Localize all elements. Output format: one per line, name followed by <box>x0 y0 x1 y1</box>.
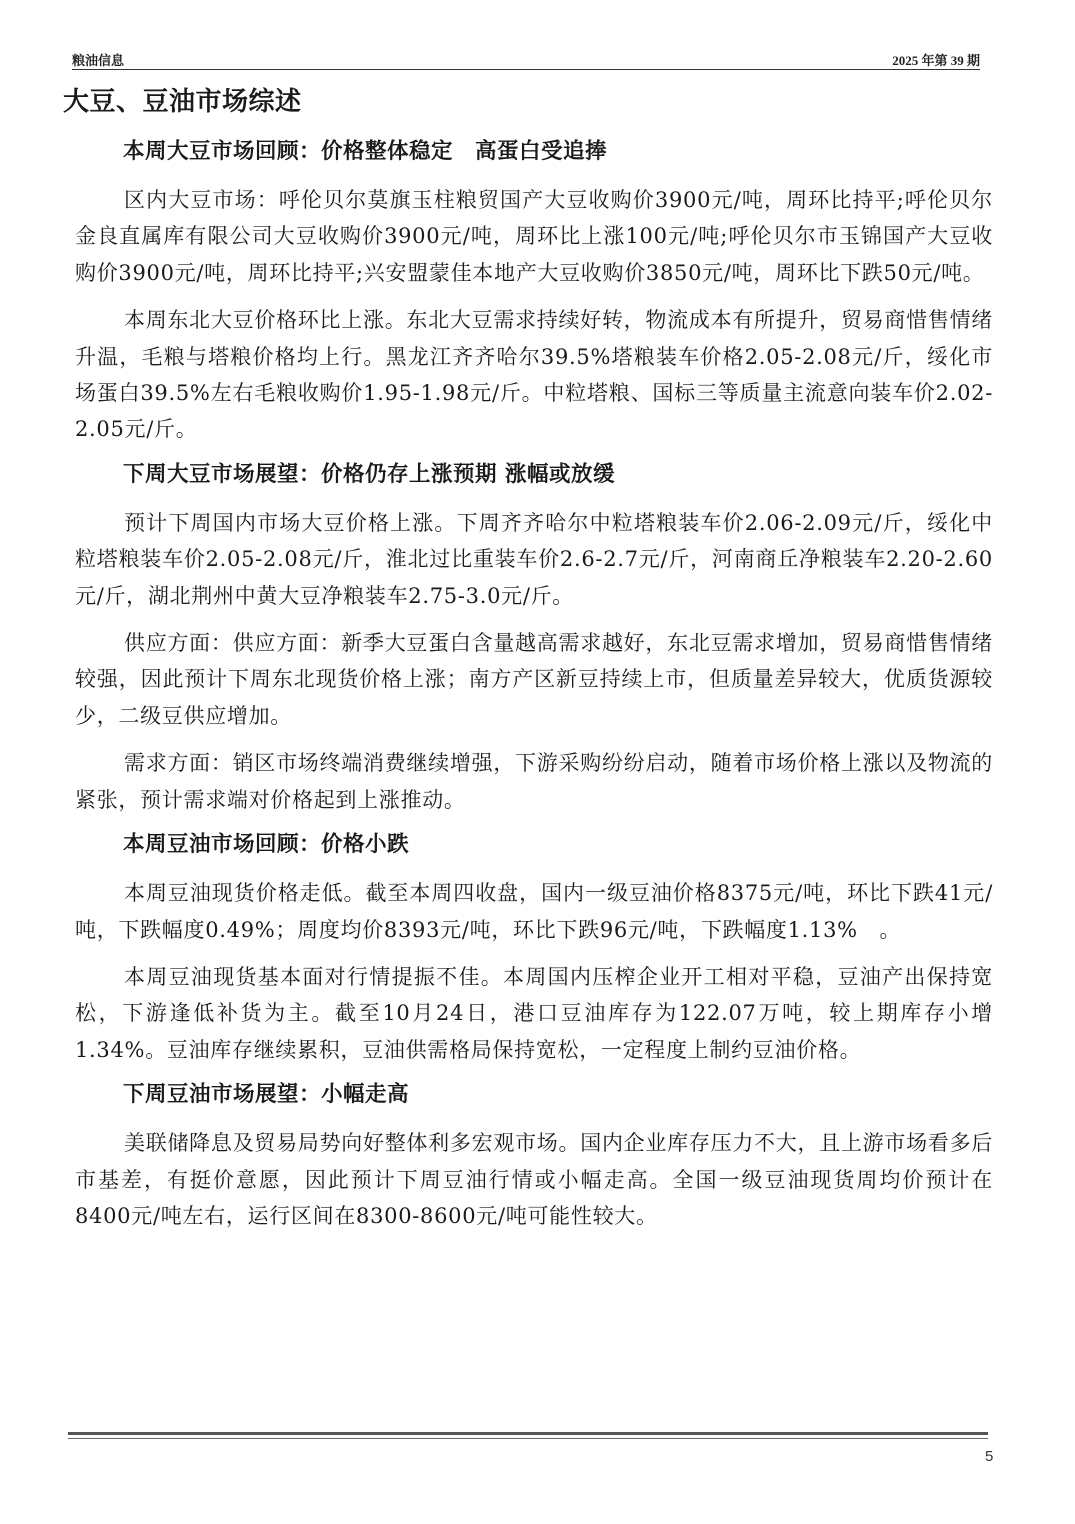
paragraph: 本周豆油现货基本面对行情提振不佳。本周国内压榨企业开工相对平稳，豆油产出保持宽松，下游逢低补货为主。截至10月24日，港口豆油库存为122.07万吨，较上期库存小增1.34%。豆油库存继续累积，豆油供需格局保持宽松，一定程度上制约豆油价格。 <box>75 964 993 1062</box>
subhead-soyoil-review: 本周豆油市场回顾：价格小跌 <box>123 832 410 858</box>
section-title: 大豆、豆油市场综述 <box>63 87 302 117</box>
paragraph: 需求方面：销区市场终端消费继续增强，下游采购纷纷启动，随着市场价格上涨以及物流的紧张，预计需求端对价格起到上涨推动。 <box>75 751 993 812</box>
paragraph: 区内大豆市场：呼伦贝尔莫旗玉柱粮贸国产大豆收购价3900元/吨，周环比持平;呼伦贝尔金良直属库有限公司大豆收购价3900元/吨，周环比上涨100元/吨;呼伦贝尔市玉锦国产大豆收购价3900元/吨，周环比持平;兴安盟蒙佳本地产大豆收购价3850元/吨，周环比下跌50元/吨。 <box>75 188 993 285</box>
paragraph: 本周东北大豆价格环比上涨。东北大豆需求持续好转，物流成本有所提升，贸易商惜售情绪升温，毛粮与塔粮价格均上行。黑龙江齐齐哈尔39.5%塔粮装车价格2.05-2.08元/斤，绥化市场蛋白39.5%左右毛粮收购价1.95-1.98元/斤。中粒塔粮、国标三等质量主流意向装车价2.02-2.05元/斤。 <box>75 308 993 442</box>
paragraph: 预计下周国内市场大豆价格上涨。下周齐齐哈尔中粒塔粮装车价2.06-2.09元/斤，绥化中粒塔粮装车价2.05-2.08元/斤，淮北过比重装车价2.6-2.7元/斤，河南商丘净粮装车2.20-2.60元/斤，湖北荆州中黄大豆净粮装车2.75-3.0元/斤。 <box>75 510 993 608</box>
header-divider <box>72 69 980 70</box>
paragraph: 本周豆油现货价格走低。截至本周四收盘，国内一级豆油价格8375元/吨，环比下跌41元/吨，下跌幅度0.49%；周度均价8393元/吨，环比下跌96元/吨，下跌幅度1.13% 。 <box>75 881 993 942</box>
subhead-soyoil-outlook: 下周豆油市场展望：小幅走高 <box>123 1082 410 1108</box>
paragraph: 美联储降息及贸易局势向好整体利多宏观市场。国内企业库存压力不大，且上游市场看多后市基差，有挺价意愿，因此预计下周豆油行情或小幅走高。全国一级豆油现货周均价预计在8400元/吨左右，运行区间在8300-8600元/吨可能性较大。 <box>75 1131 993 1228</box>
page-number: 5 <box>985 1448 994 1465</box>
footer-divider-thin <box>68 1438 988 1439</box>
paragraph: 供应方面：供应方面：新季大豆蛋白含量越高需求越好，东北豆需求增加，贸易商惜售情绪较强，因此预计下周东北现货价格上涨；南方产区新豆持续上市，但质量差异较大，优质货源较少，二级豆供应增加。 <box>75 631 993 728</box>
subhead-soybean-outlook: 下周大豆市场展望：价格仍存上涨预期 涨幅或放缓 <box>123 461 615 487</box>
footer-divider-thick <box>68 1432 988 1435</box>
article-body <box>63 84 993 1245</box>
subhead-soybean-review: 本周大豆市场回顾：价格整体稳定 高蛋白受追捧 <box>123 139 608 164</box>
page-header <box>72 50 980 68</box>
issue-number: 2025 年第 39 期 <box>892 53 980 68</box>
publication-name: 粮油信息 <box>72 53 125 68</box>
